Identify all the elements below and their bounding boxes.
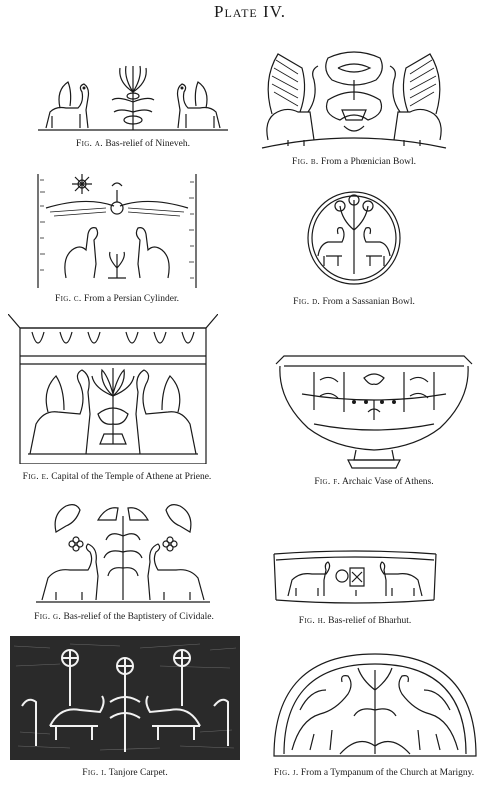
figure-e-caption: Fig. e. Capital of the Temple of Athene at Priene.	[22, 472, 212, 482]
figure-b-phoenician-bowl-illustration	[258, 40, 450, 152]
figure-g-caption: Fig. g. Bas-relief of the Baptistery of Cividale.	[34, 612, 214, 622]
figure-f-archaic-vase-illustration	[274, 350, 474, 476]
figure-j-marigny-tympanum-illustration	[270, 650, 480, 760]
figure-c-persian-cylinder-illustration	[36, 172, 198, 290]
figure-i-tanjore-carpet-illustration	[10, 636, 240, 760]
figure-i-caption: Fig. i. Tanjore Carpet.	[82, 768, 168, 778]
figure-d-caption: Fig. d. From a Sassanian Bowl.	[293, 297, 415, 307]
figure-h-caption: Fig. h. Bas-relief of Bharhut.	[298, 616, 412, 626]
figure-e-priene-capital-illustration	[8, 314, 218, 464]
figure-c-caption: Fig. c. From a Persian Cylinder.	[55, 294, 179, 304]
figure-a-caption: Fig. a. Bas-relief of Nineveh.	[75, 139, 190, 149]
figure-j-caption: Fig. j. From a Tympanum of the Church at Marigny.	[273, 768, 475, 778]
plate-title: Plate IV.	[213, 2, 287, 21]
figure-f-caption: Fig. f. Archaic Vase of Athens.	[314, 477, 434, 487]
figure-d-sassanian-bowl-illustration	[306, 190, 402, 286]
figure-b-caption: Fig. b. From a Phœnician Bowl.	[292, 157, 416, 167]
figure-h-bharhut-relief-illustration	[272, 546, 438, 606]
figure-a-nineveh-illustration	[38, 62, 228, 134]
figure-g-cividale-relief-illustration	[36, 496, 210, 608]
